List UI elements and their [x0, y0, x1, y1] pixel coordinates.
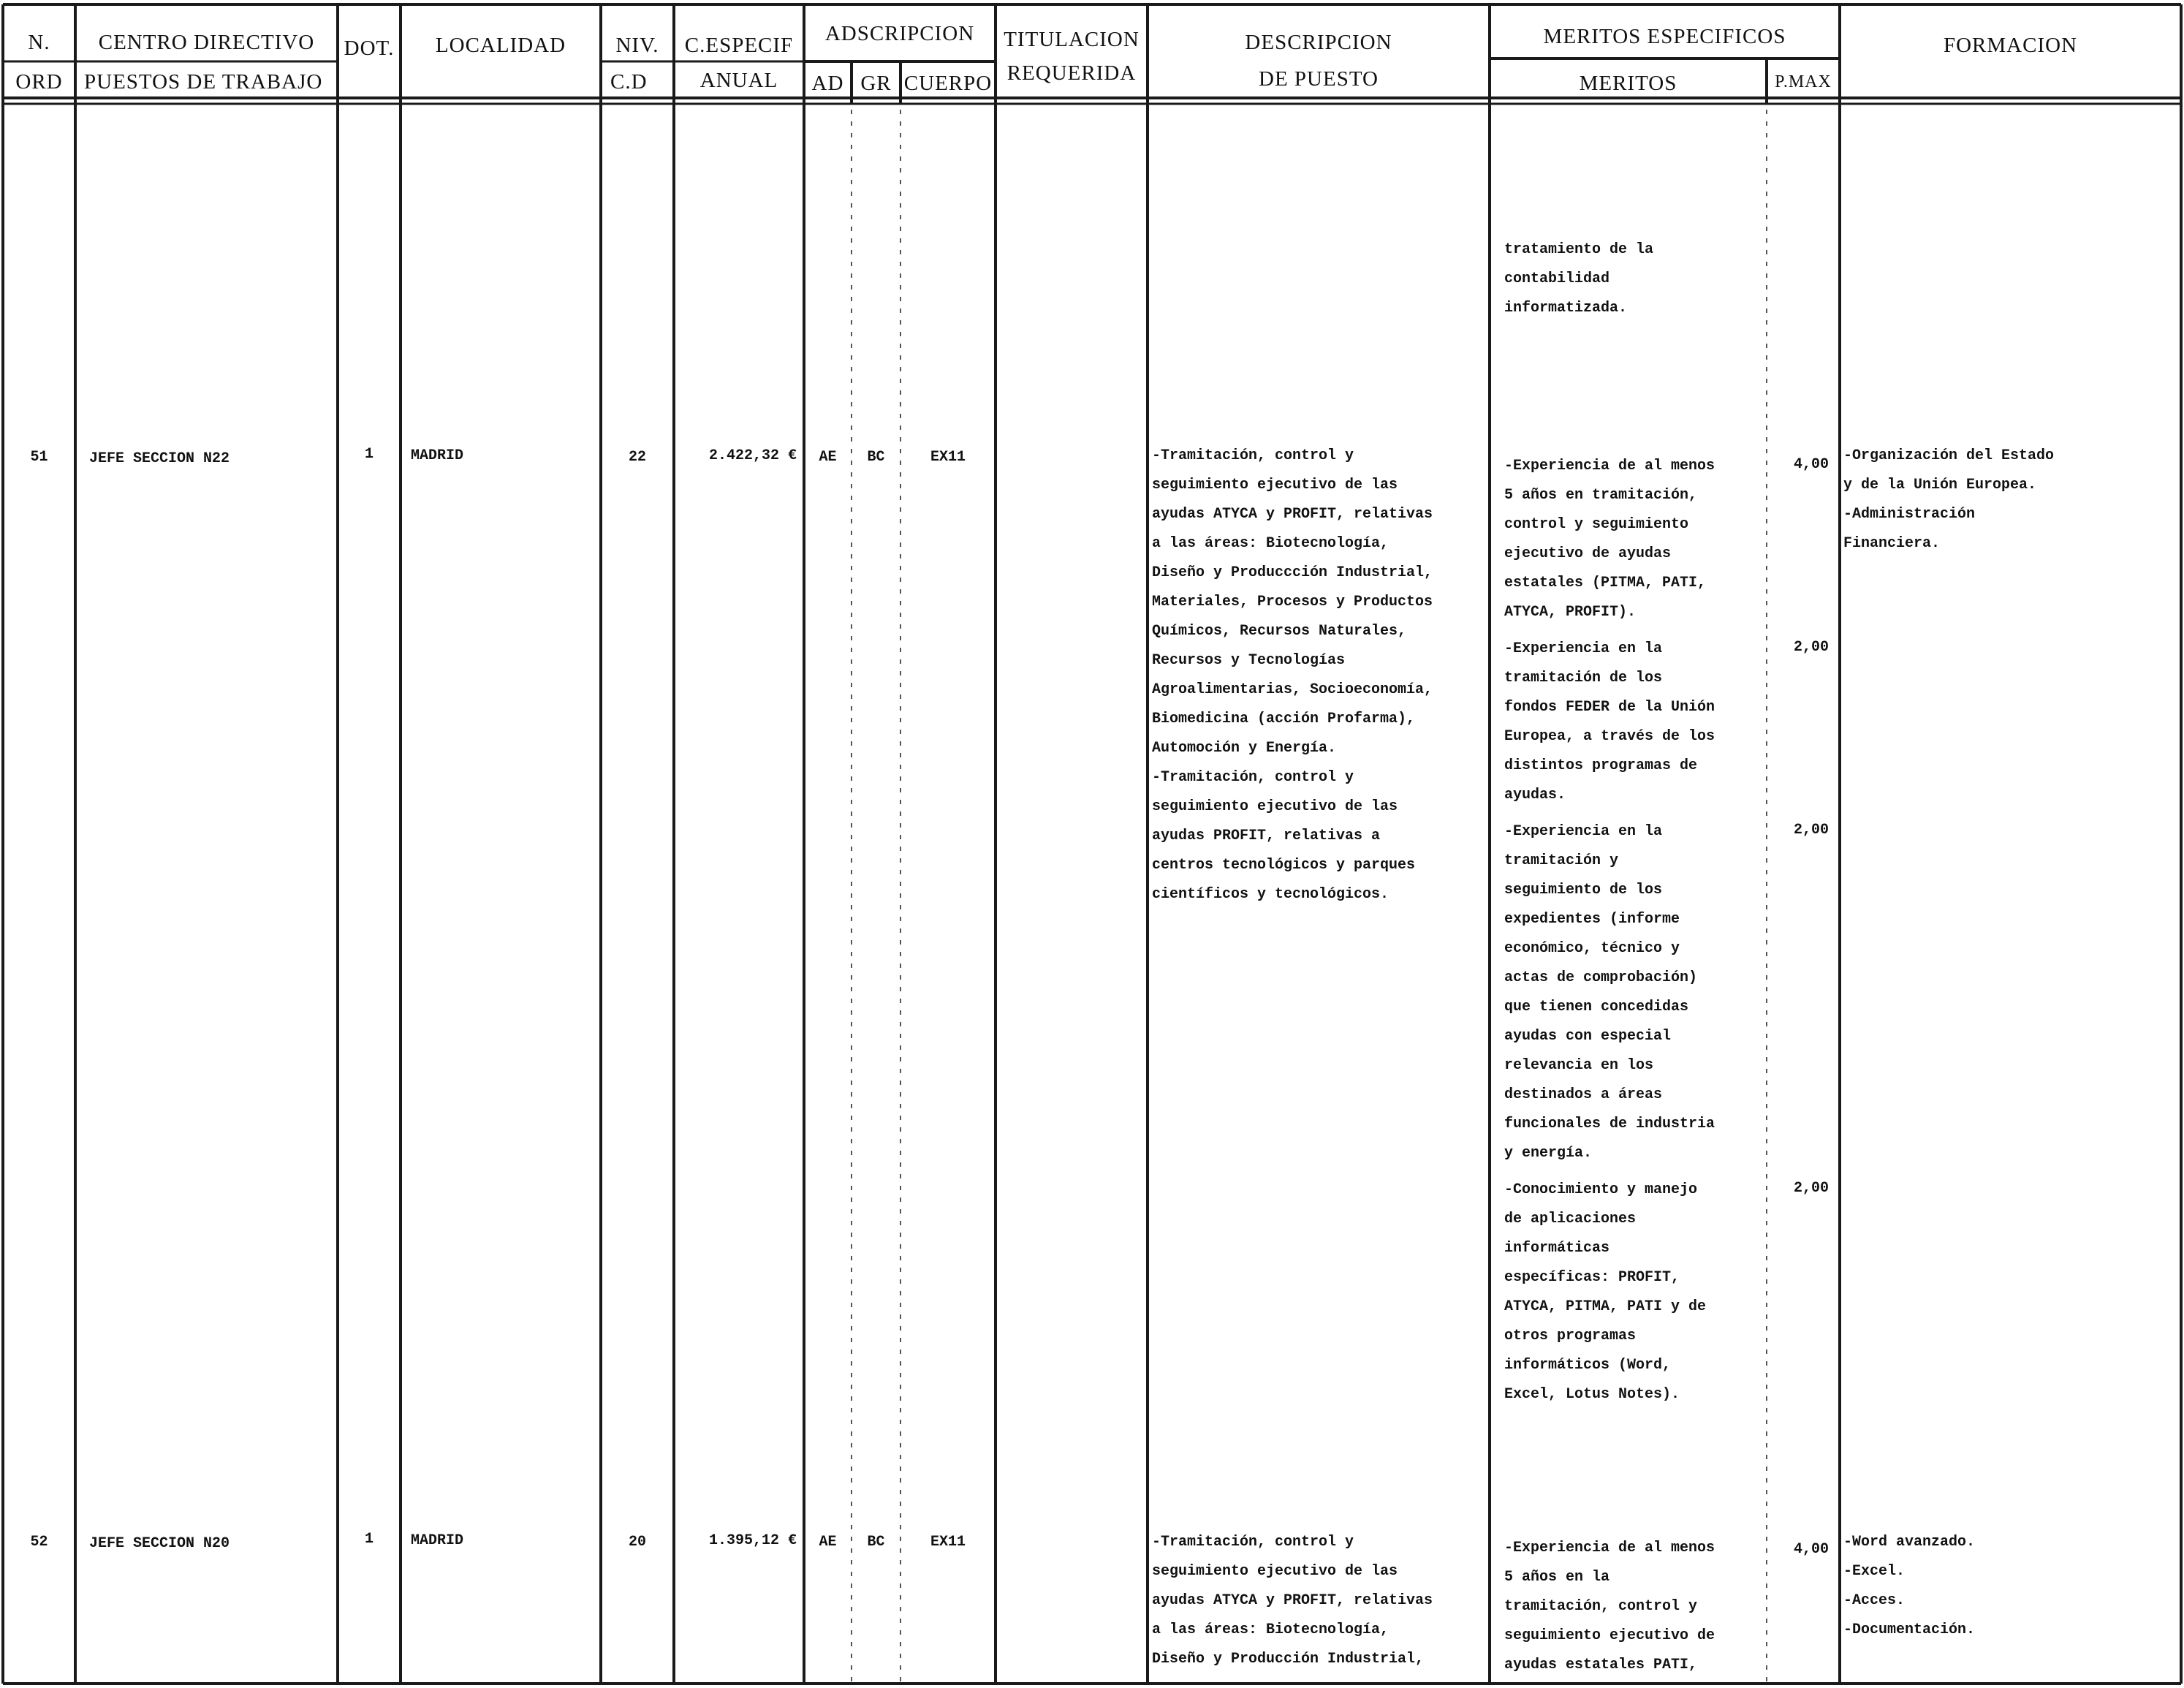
row-nord: 52	[30, 1534, 48, 1551]
merito-line: ejecutivo de ayudas	[1504, 545, 1672, 562]
merito-line: control y seguimiento	[1504, 516, 1689, 533]
row-cespecif: 2.422,32 €	[708, 447, 797, 464]
formacion-line: -Documentación.	[1843, 1621, 1976, 1638]
row-puesto: JEFE SECCION N22	[89, 450, 230, 467]
merito-line: -Experiencia en la	[1504, 640, 1663, 657]
descripcion-line: Biomedicina (acción Profarma),	[1152, 711, 1416, 727]
header-niv-bottom: C.D	[610, 70, 648, 94]
header-centro-directivo: CENTRO DIRECTIVO	[98, 31, 315, 54]
descripcion-line: seguimiento ejecutivo de las	[1152, 1563, 1398, 1580]
header-adscripcion: ADSCRIPCION	[824, 22, 975, 45]
descripcion-line: a las áreas: Biotecnología,	[1152, 1621, 1389, 1638]
merito-pmax: 4,00	[1793, 1541, 1829, 1558]
formacion-line: -Organización del Estado	[1843, 447, 2055, 464]
merito-line: ayudas estatales PATI,	[1504, 1657, 1698, 1673]
descripcion-line: Químicos, Recursos Naturales,	[1152, 623, 1407, 640]
descripcion-line: ayudas ATYCA y PROFIT, relativas	[1152, 1592, 1433, 1609]
row-ad: AE	[819, 449, 837, 466]
header-niv-top: NIV.	[615, 34, 659, 57]
merito-line: -Experiencia de al menos	[1504, 1540, 1715, 1556]
merito-pmax: 2,00	[1793, 639, 1829, 656]
header-ad: AD	[811, 72, 844, 95]
row-formacion	[1843, 1528, 1975, 1645]
merito-pmax: 4,00	[1793, 456, 1829, 473]
header-de-puesto: DE PUESTO	[1259, 67, 1379, 91]
formacion-line: Financiera.	[1843, 535, 1941, 552]
header-cespecif-bottom: ANUAL	[699, 69, 778, 92]
merito-pmax: 2,00	[1793, 1180, 1829, 1197]
descripcion-line: ayudas PROFIT, relativas a	[1152, 828, 1381, 844]
merito-line: tramitación, control y	[1504, 1598, 1698, 1615]
merito-item	[1504, 635, 1715, 810]
merito-line: ATYCA, PROFIT).	[1504, 604, 1637, 621]
row-ad: AE	[819, 1534, 837, 1551]
merito-line: ayudas.	[1504, 787, 1566, 803]
header-cespecif-top: C.ESPECIF	[684, 34, 794, 57]
merito-line: distintos programas de	[1504, 757, 1698, 774]
merito-item	[1504, 1534, 1715, 1680]
header-meritos: MERITOS	[1579, 72, 1677, 95]
merito-line: -Experiencia en la	[1504, 823, 1663, 840]
continuation-line: tratamiento de la	[1504, 241, 1654, 258]
descripcion-line: Diseño y Produccción Industrial,	[1152, 564, 1433, 581]
row-localidad: MADRID	[411, 447, 464, 464]
row-dot: 1	[364, 446, 374, 463]
merito-line: económico, técnico y	[1504, 940, 1680, 957]
descripcion-line: -Tramitación, control y	[1152, 1534, 1354, 1551]
descripcion-line: a las áreas: Biotecnología,	[1152, 535, 1389, 552]
continuation-line: informatizada.	[1504, 300, 1628, 317]
row-cuerpo: EX11	[930, 1534, 966, 1551]
merito-line: ayudas con especial	[1504, 1028, 1672, 1045]
row-niv: 22	[628, 449, 646, 466]
row-descripcion	[1152, 1528, 1433, 1674]
descripcion-line: Recursos y Tecnologías	[1152, 652, 1346, 669]
header-titulacion: TITULACION	[1004, 28, 1140, 51]
header-dot: DOT.	[344, 37, 395, 60]
row-cuerpo: EX11	[930, 449, 966, 466]
formacion-line: -Administración	[1843, 506, 1976, 523]
merito-item	[1504, 1176, 1706, 1409]
merito-line: 5 años en la	[1504, 1569, 1610, 1586]
merito-line: -Conocimiento y manejo	[1504, 1181, 1698, 1198]
row-niv: 20	[628, 1534, 646, 1551]
merito-line: que tienen concedidas	[1504, 999, 1689, 1015]
row-nord: 51	[30, 449, 48, 466]
formacion-line: y de la Unión Europea.	[1843, 477, 2037, 493]
header-formacion: FORMACION	[1943, 34, 2078, 57]
row-localidad: MADRID	[411, 1532, 464, 1549]
merito-line: Europea, a través de los	[1504, 728, 1715, 745]
descripcion-line: centros tecnológicos y parques	[1152, 857, 1416, 874]
row-cespecif: 1.395,12 €	[708, 1532, 797, 1549]
row-gr: BC	[867, 1534, 885, 1551]
merito-line: informáticos (Word,	[1504, 1357, 1672, 1374]
merito-line: Excel, Lotus Notes).	[1504, 1386, 1680, 1403]
formacion-line: -Acces.	[1843, 1592, 1906, 1609]
merito-line: 5 años en tramitación,	[1504, 487, 1698, 504]
descripcion-line: científicos y tecnológicos.	[1152, 886, 1389, 903]
descripcion-line: Diseño y Producción Industrial,	[1152, 1651, 1425, 1668]
descripcion-line: Materiales, Procesos y Productos	[1152, 594, 1433, 610]
merito-line: de aplicaciones	[1504, 1211, 1637, 1227]
header-nord-top: N.	[28, 31, 50, 54]
header-cuerpo: CUERPO	[903, 72, 993, 95]
continuation-meritos	[1504, 235, 1653, 323]
descripcion-line: -Tramitación, control y	[1152, 769, 1354, 786]
merito-line: fondos FEDER de la Unión	[1504, 699, 1715, 716]
descripcion-line: Automoción y Energía.	[1152, 740, 1337, 757]
merito-line: y energía.	[1504, 1145, 1593, 1162]
descripcion-line: ayudas ATYCA y PROFIT, relativas	[1152, 506, 1433, 523]
row-dot: 1	[364, 1531, 374, 1548]
row-gr: BC	[867, 449, 885, 466]
formacion-line: -Excel.	[1843, 1563, 1906, 1580]
descripcion-line: seguimiento ejecutivo de las	[1152, 798, 1398, 815]
header-puestos-trabajo: PUESTOS DE TRABAJO	[84, 70, 323, 94]
header-gr: GR	[860, 72, 892, 95]
merito-line: estatales (PITMA, PATI,	[1504, 575, 1707, 591]
continuation-line: contabilidad	[1504, 270, 1610, 287]
merito-line: -Experiencia de al menos	[1504, 458, 1715, 474]
row-puesto: JEFE SECCION N20	[89, 1535, 230, 1552]
merito-line: otros programas	[1504, 1328, 1637, 1344]
merito-line: relevancia en los	[1504, 1057, 1654, 1074]
merito-item	[1504, 452, 1715, 627]
merito-line: tramitación de los	[1504, 670, 1663, 686]
merito-line: seguimiento ejecutivo de	[1504, 1627, 1715, 1644]
header-descripcion: DESCRIPCION	[1245, 31, 1392, 54]
merito-line: ATYCA, PITMA, PATI y de	[1504, 1298, 1707, 1315]
header-pmax: P.MAX	[1775, 72, 1832, 91]
merito-line: expedientes (informe	[1504, 911, 1680, 928]
header-requerida: REQUERIDA	[1006, 61, 1137, 85]
formacion-line: -Word avanzado.	[1843, 1534, 1976, 1551]
header-nord-bottom: ORD	[15, 70, 63, 94]
descripcion-line: -Tramitación, control y	[1152, 447, 1354, 464]
merito-line: informáticas	[1504, 1240, 1610, 1257]
merito-line: actas de comprobación)	[1504, 969, 1698, 986]
row-formacion	[1843, 442, 2054, 559]
header-meritos-especificos: MERITOS ESPECIFICOS	[1543, 25, 1786, 48]
merito-line: destinados a áreas	[1504, 1086, 1663, 1103]
merito-line: seguimiento de los	[1504, 882, 1663, 898]
merito-line: tramitación y	[1504, 852, 1619, 869]
descripcion-line: Agroalimentarias, Socioeconomía,	[1152, 681, 1433, 698]
descripcion-line: seguimiento ejecutivo de las	[1152, 477, 1398, 493]
merito-pmax: 2,00	[1793, 822, 1829, 839]
merito-item	[1504, 817, 1715, 1168]
row-descripcion	[1152, 442, 1433, 909]
merito-line: específicas: PROFIT,	[1504, 1269, 1680, 1286]
header-localidad: LOCALIDAD	[435, 34, 566, 57]
merito-line: funcionales de industria	[1504, 1116, 1715, 1132]
